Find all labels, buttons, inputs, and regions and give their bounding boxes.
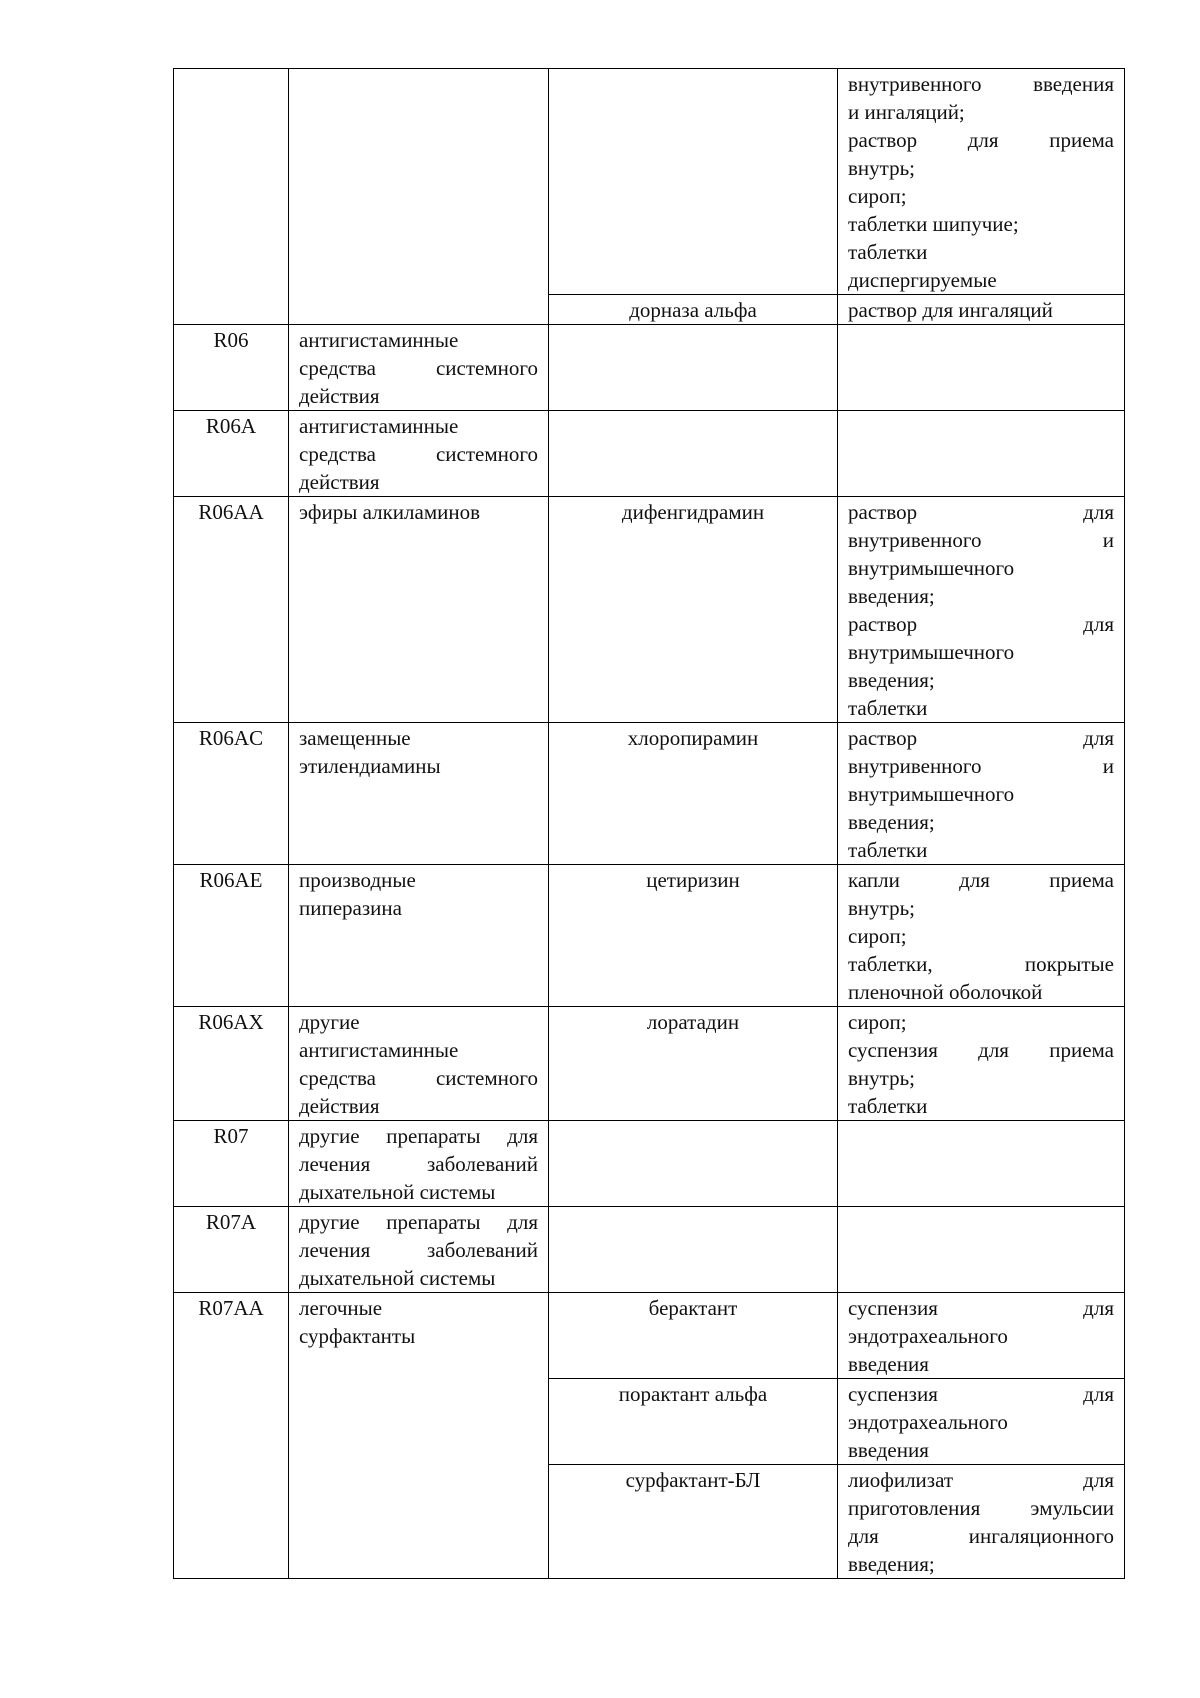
drug-name-cell: лоратадин bbox=[549, 1007, 838, 1121]
text-line: сурфактанты bbox=[299, 1324, 416, 1348]
text-line: другие препараты для bbox=[299, 1124, 538, 1148]
text-line: антигистаминные bbox=[299, 1038, 459, 1062]
atc-code-cell: R06AC bbox=[174, 723, 289, 865]
atc-code-cell: R07AA bbox=[174, 1293, 289, 1579]
table-body bbox=[174, 69, 1125, 1579]
text-line: лиофилизат для bbox=[848, 1468, 1114, 1492]
table-row bbox=[174, 1293, 1125, 1379]
dosage-form-cell bbox=[838, 1207, 1125, 1293]
drug-name-cell bbox=[549, 325, 838, 411]
text-line: введения; bbox=[848, 810, 935, 834]
pharmacological-group-cell bbox=[289, 865, 549, 1007]
text-line: внутримышечного bbox=[848, 782, 1015, 806]
text-line: пленочной оболочкой bbox=[848, 980, 1043, 1004]
text-line: таблетки bbox=[848, 1094, 928, 1118]
text-line: таблетки шипучие; bbox=[848, 212, 1019, 236]
text-line: другие bbox=[299, 1010, 360, 1034]
drug-name-cell: порактант альфа bbox=[549, 1379, 838, 1465]
text-line: эндотрахеального bbox=[848, 1324, 1008, 1348]
text-line: сироп; bbox=[848, 924, 907, 948]
text-line: таблетки bbox=[848, 838, 928, 862]
dosage-form-cell bbox=[838, 1121, 1125, 1207]
atc-code-cell: R06AA bbox=[174, 497, 289, 723]
text-line: сироп; bbox=[848, 184, 907, 208]
drug-name-cell: дорназа альфа bbox=[549, 295, 838, 325]
table-row bbox=[174, 723, 1125, 865]
drug-name-cell: цетиризин bbox=[549, 865, 838, 1007]
text-line: легочные bbox=[299, 1296, 383, 1320]
text-line: средства системного bbox=[299, 356, 538, 380]
dosage-form-cell bbox=[838, 1379, 1125, 1465]
text-line: другие препараты для bbox=[299, 1210, 538, 1234]
text-line: средства системного bbox=[299, 1066, 538, 1090]
text-line: и ингаляций; bbox=[848, 100, 965, 124]
text-line: дыхательной системы bbox=[299, 1266, 496, 1290]
dosage-form-cell bbox=[838, 411, 1125, 497]
text-line: введения; bbox=[848, 1552, 935, 1576]
drug-classification-table bbox=[173, 68, 1125, 1579]
atc-code-cell bbox=[174, 69, 289, 325]
atc-code-cell: R06AE bbox=[174, 865, 289, 1007]
table-row bbox=[174, 1121, 1125, 1207]
text-line: капли для приема bbox=[848, 868, 1114, 892]
text-line: таблетки bbox=[848, 696, 928, 720]
atc-code-cell: R06A bbox=[174, 411, 289, 497]
table-row bbox=[174, 1207, 1125, 1293]
atc-code-cell: R07A bbox=[174, 1207, 289, 1293]
text-line: внутривенного и bbox=[848, 754, 1114, 778]
text-line: введения bbox=[848, 1438, 929, 1462]
text-line: антигистаминные bbox=[299, 328, 459, 352]
drug-name-cell: сурфактант-БЛ bbox=[549, 1465, 838, 1579]
text-line: таблетки, покрытые bbox=[848, 952, 1114, 976]
dosage-form-cell bbox=[838, 723, 1125, 865]
text-line: диспергируемые bbox=[848, 268, 997, 292]
text-line: приготовления эмульсии bbox=[848, 1496, 1114, 1520]
pharmacological-group-cell bbox=[289, 1293, 549, 1579]
dosage-form-cell bbox=[838, 1293, 1125, 1379]
text-line: суспензия для приема bbox=[848, 1038, 1114, 1062]
pharmacological-group-cell bbox=[289, 723, 549, 865]
text-line: внутрь; bbox=[848, 1066, 915, 1090]
atc-code-cell: R06 bbox=[174, 325, 289, 411]
text-line: введения bbox=[848, 1352, 929, 1376]
text-line: внутрь; bbox=[848, 896, 915, 920]
pharmacological-group-cell bbox=[289, 69, 549, 325]
dosage-form-cell bbox=[838, 325, 1125, 411]
text-line: действия bbox=[299, 470, 380, 494]
drug-name-cell bbox=[549, 1207, 838, 1293]
text-line: этилендиамины bbox=[299, 754, 441, 778]
text-line: внутривенного введения bbox=[848, 72, 1114, 96]
drug-name-cell: дифенгидрамин bbox=[549, 497, 838, 723]
dosage-form-cell bbox=[838, 497, 1125, 723]
text-line: раствор для bbox=[848, 726, 1114, 750]
text-line: производные bbox=[299, 868, 416, 892]
text-line: внутрь; bbox=[848, 156, 915, 180]
pharmacological-group-cell bbox=[289, 1207, 549, 1293]
text-line: внутримышечного bbox=[848, 556, 1015, 580]
drug-name-cell bbox=[549, 1121, 838, 1207]
drug-name-cell bbox=[549, 69, 838, 295]
dosage-form-cell bbox=[838, 69, 1125, 295]
table-row bbox=[174, 411, 1125, 497]
text-line: действия bbox=[299, 1094, 380, 1118]
text-line: суспензия для bbox=[848, 1296, 1114, 1320]
table-row bbox=[174, 69, 1125, 295]
text-line: действия bbox=[299, 384, 380, 408]
pharmacological-group-cell bbox=[289, 497, 549, 723]
text-line: раствор для приема bbox=[848, 128, 1114, 152]
table-row bbox=[174, 497, 1125, 723]
text-line: эфиры алкиламинов bbox=[299, 500, 481, 524]
text-line: внутримышечного bbox=[848, 640, 1015, 664]
dosage-form-cell bbox=[838, 295, 1125, 325]
text-line: раствор для ингаляций bbox=[848, 298, 1053, 322]
text-line: лечения заболеваний bbox=[299, 1238, 538, 1262]
dosage-form-cell bbox=[838, 865, 1125, 1007]
text-line: дыхательной системы bbox=[299, 1180, 496, 1204]
text-line: антигистаминные bbox=[299, 414, 459, 438]
text-line: внутривенного и bbox=[848, 528, 1114, 552]
drug-name-cell: хлоропирамин bbox=[549, 723, 838, 865]
table-row bbox=[174, 325, 1125, 411]
table-row bbox=[174, 865, 1125, 1007]
text-line: раствор для bbox=[848, 612, 1114, 636]
text-line: средства системного bbox=[299, 442, 538, 466]
pharmacological-group-cell bbox=[289, 1007, 549, 1121]
dosage-form-cell bbox=[838, 1465, 1125, 1579]
text-line: введения; bbox=[848, 668, 935, 692]
pharmacological-group-cell bbox=[289, 1121, 549, 1207]
table-row bbox=[174, 1007, 1125, 1121]
text-line: сироп; bbox=[848, 1010, 907, 1034]
atc-code-cell: R06AX bbox=[174, 1007, 289, 1121]
text-line: раствор для bbox=[848, 500, 1114, 524]
text-line: лечения заболеваний bbox=[299, 1152, 538, 1176]
text-line: эндотрахеального bbox=[848, 1410, 1008, 1434]
pharmacological-group-cell bbox=[289, 325, 549, 411]
drug-name-cell bbox=[549, 411, 838, 497]
text-line: замещенные bbox=[299, 726, 411, 750]
text-line: для ингаляционного bbox=[848, 1524, 1114, 1548]
text-line: суспензия для bbox=[848, 1382, 1114, 1406]
dosage-form-cell bbox=[838, 1007, 1125, 1121]
pharmacological-group-cell bbox=[289, 411, 549, 497]
text-line: пиперазина bbox=[299, 896, 402, 920]
atc-code-cell: R07 bbox=[174, 1121, 289, 1207]
text-line: таблетки bbox=[848, 240, 928, 264]
text-line: введения; bbox=[848, 584, 935, 608]
drug-name-cell: берактант bbox=[549, 1293, 838, 1379]
